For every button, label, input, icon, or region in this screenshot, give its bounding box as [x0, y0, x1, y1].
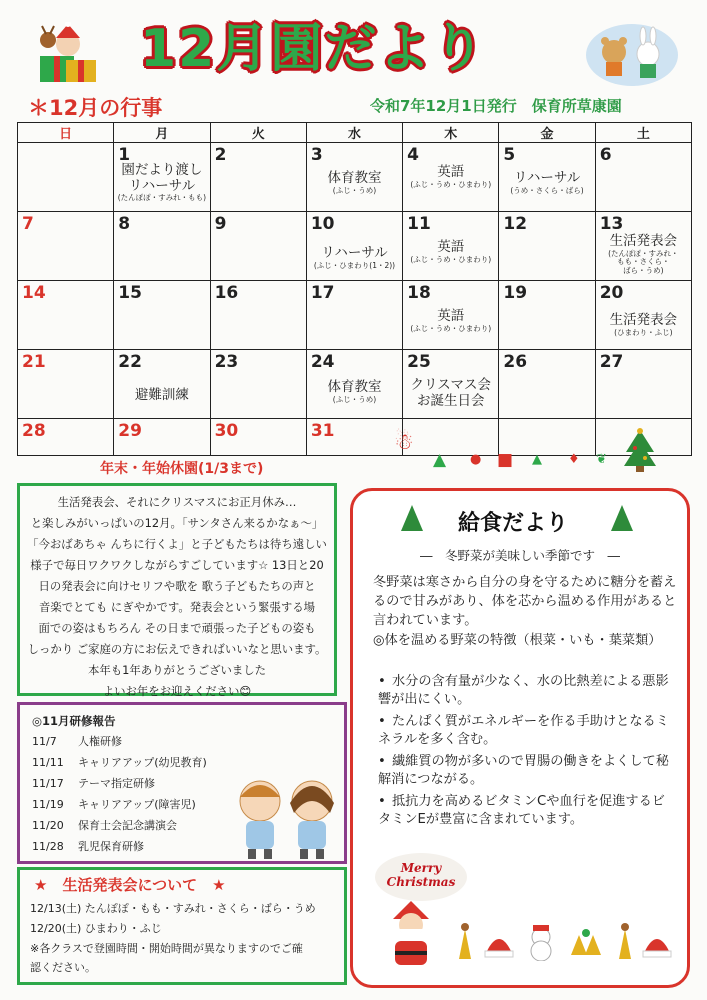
merry-christmas-badge — [375, 853, 467, 901]
event-text: 生活発表会 — [609, 233, 678, 249]
day-number: 20 — [599, 283, 624, 303]
lunch-title: 給食だより — [458, 511, 569, 536]
day-number: 1 — [118, 145, 131, 165]
performance-line: 12/13(土) たんぽぽ・もも・すみれ・さくら・ばら・うめ — [30, 902, 316, 915]
calendar-day — [403, 143, 499, 212]
day-event — [403, 309, 498, 333]
day-number: 21 — [22, 352, 46, 372]
lunch-point: • たんぱく質がエネルギーを作る手助けとなるミネラルを多く含む。 — [378, 714, 669, 747]
performance-heading: ★ 生活発表会について ★ — [34, 876, 226, 894]
lunch-section-heading: ◎体を温める野菜の特徴（根菜・いも・葉菜類） — [373, 633, 662, 648]
event-text: 英語 — [437, 239, 465, 255]
calendar-week — [18, 212, 692, 281]
day-number: 13 — [599, 214, 624, 234]
message-box — [17, 483, 337, 696]
event-text: クリスマス会 — [410, 377, 491, 393]
calendar-day — [114, 212, 210, 281]
calendar-day — [306, 212, 402, 281]
day-number: 16 — [214, 283, 239, 303]
lunch-newsletter — [350, 488, 690, 988]
weekday-header: 月 — [114, 123, 210, 143]
calendar-day — [210, 281, 306, 350]
christmas-deco-icon — [38, 22, 98, 84]
training-report — [17, 702, 347, 864]
event-text: (ふじ・うめ・ひまわり) — [410, 179, 492, 189]
training-row: 11/11 キャリアアップ(幼児教育) — [32, 756, 207, 769]
weekday-header: 金 — [499, 123, 595, 143]
day-number: 3 — [310, 145, 323, 165]
calendar-day — [306, 350, 402, 419]
day-number: 5 — [503, 145, 516, 165]
day-number: 30 — [214, 421, 239, 441]
weekday-header-row — [18, 123, 692, 143]
calendar-day — [595, 281, 691, 350]
day-number: 10 — [310, 214, 335, 234]
day-number: 8 — [118, 214, 131, 234]
performance-line: 12/20(土) ひまわり・ふじ — [30, 922, 162, 935]
day-number: 31 — [310, 421, 335, 441]
day-number: 15 — [118, 283, 142, 303]
day-number: 11 — [407, 214, 431, 234]
day-number: 17 — [310, 283, 335, 303]
calendar-day — [210, 350, 306, 419]
event-text: リハーサル — [513, 170, 581, 186]
message-text: 生活発表会、それにクリスマスにお正月休み… と楽しみがいっぱいの12月。「サンタさん来るかなぁ〜」 「今おばあちゃ んちに行くよ」と子どもたちは待ち遠しい 様子で毎日ワクワクしながらすごしています☆ 13日と20 日の発表会に向けセリフや歌を 歌う子どもたちの声と 音楽でとても にぎやかです。発表会という緊張する場 面での姿はもちろん その日まで頑張った子どもの姿も しっかり ご家庭の方にお伝えできればいいなと思います。 本年も1年ありがとうございました よいお年をお迎えください😊 — [27, 495, 327, 698]
day-number: 2 — [214, 145, 227, 165]
christmas-border-icon — [453, 921, 673, 965]
event-text: リハーサル — [128, 177, 196, 194]
day-event — [403, 378, 498, 409]
day-number: 18 — [407, 283, 431, 303]
day-number: 28 — [22, 421, 46, 441]
calendar-day — [210, 143, 306, 212]
event-text: (うめ・さくら・ばら) — [510, 185, 584, 195]
calendar-day — [114, 143, 210, 212]
day-event — [403, 240, 498, 264]
santa-illustration-icon — [383, 901, 439, 971]
performance-line: ※各クラスで登園時間・開始時間が異なりますのでご確 — [30, 942, 303, 955]
performance-info — [17, 867, 347, 985]
training-row: 11/7 人権研修 — [32, 735, 122, 748]
event-text: 英語 — [437, 164, 465, 180]
event-text: お誕生日会 — [417, 392, 485, 409]
calendar-day — [18, 350, 114, 419]
event-text: (たんぽぽ・すみれ・ — [608, 248, 679, 258]
event-text: ばら・うめ) — [623, 265, 664, 275]
day-number: 12 — [503, 214, 528, 234]
calendar-week — [18, 281, 692, 350]
event-text: 生活発表会 — [609, 312, 678, 328]
children-illustration — [230, 773, 342, 865]
training-row: 11/17 テーマ指定研修 — [32, 777, 155, 790]
lunch-subtitle: ― 冬野菜が美味しい季節です ― — [419, 548, 620, 563]
issue-line: 令和7年12月1日発行 保育所草康園 — [370, 97, 622, 115]
day-number: 22 — [118, 352, 142, 372]
day-event — [114, 388, 209, 404]
weekday-header: 木 — [403, 123, 499, 143]
day-event — [499, 171, 594, 195]
calendar-day — [18, 419, 114, 456]
calendar-day — [18, 212, 114, 281]
weekday-header: 水 — [306, 123, 402, 143]
event-text: (ふじ・うめ) — [332, 394, 377, 404]
calendar-day — [306, 419, 402, 456]
calendar-day — [18, 281, 114, 350]
lunch-point: • 水分の含有量が少なく、水の比熱差による悪影響が出にくい。 — [378, 674, 669, 707]
event-text: もも・さくら・ — [617, 257, 670, 267]
weekday-header: 火 — [210, 123, 306, 143]
calendar — [17, 122, 692, 454]
day-event — [307, 246, 402, 270]
bear-bunny-icon — [584, 22, 680, 88]
event-text: 体育教室 — [327, 170, 382, 186]
bell-icon: ♦ — [568, 452, 580, 467]
calendar-week — [18, 350, 692, 419]
calendar-day — [210, 419, 306, 456]
christmas-tree-icon — [623, 428, 657, 476]
gift-box-icon: ■ — [497, 450, 514, 470]
page-title: 12月園だより — [140, 19, 487, 79]
calendar-day — [306, 143, 402, 212]
calendar-day — [306, 281, 402, 350]
event-text: (ふじ・うめ・ひまわり) — [410, 254, 492, 264]
tree-small-icon: ▲ — [532, 452, 542, 467]
training-row: 11/20 保育士会記念講演会 — [32, 819, 177, 832]
event-text: (ふじ・うめ) — [332, 185, 377, 195]
event-text: (ふじ・うめ・ひまわり) — [410, 323, 492, 333]
calendar-day — [114, 350, 210, 419]
training-row: 11/28 乳児保育研修 — [32, 840, 144, 853]
sock-icon: ● — [470, 452, 482, 467]
weekday-header: 土 — [595, 123, 691, 143]
calendar-week — [18, 419, 692, 456]
calendar-day — [499, 212, 595, 281]
event-text: リハーサル — [321, 245, 388, 261]
event-text: 避難訓練 — [134, 387, 189, 403]
calendar-day — [499, 143, 595, 212]
day-number: 7 — [22, 214, 34, 234]
event-text: (ひまわり・ふじ) — [614, 327, 673, 337]
lunch-intro: 冬野菜は寒さから自分の身を守るために糖分を蓄えるので甘みがあり、体を芯から温める作用があると言われています。 — [373, 575, 677, 628]
calendar-day — [403, 350, 499, 419]
weekday-header: 日 — [18, 123, 114, 143]
event-text: (ふじ・ひまわり(1・2)) — [313, 260, 396, 270]
day-event — [114, 163, 209, 203]
day-number: 23 — [214, 352, 239, 372]
performance-line: 認ください。 — [30, 961, 96, 974]
events-heading: ＊12月の行事 — [28, 96, 163, 120]
day-number: 29 — [118, 421, 142, 441]
day-number: 25 — [407, 352, 431, 372]
event-text: (たんぽぽ・すみれ・もも) — [117, 193, 207, 203]
event-text: 園だより渡し — [121, 162, 203, 178]
training-heading: ◎11月研修報告 — [32, 714, 116, 728]
calendar-day — [114, 281, 210, 350]
event-text: 体育教室 — [327, 379, 382, 395]
day-event — [307, 380, 402, 404]
calendar-body — [18, 143, 692, 456]
day-number: 27 — [599, 352, 624, 372]
calendar-day — [595, 350, 691, 419]
day-event — [403, 165, 498, 189]
tree-icon — [401, 505, 423, 531]
event-text: 英語 — [437, 308, 465, 324]
calendar-day — [499, 350, 595, 419]
gift-icon: ▲ — [433, 450, 447, 470]
calendar-day — [595, 143, 691, 212]
lunch-point: • 抵抗力を高めるビタミンCや血行を促進するビタミンEが豊富に含まれています。 — [378, 794, 665, 827]
holiday-note: 年末・年始休園(1/3まで) — [100, 461, 264, 477]
calendar-day — [595, 212, 691, 281]
santa-icon: ☃ — [394, 430, 414, 455]
day-number: 6 — [599, 145, 612, 165]
day-event — [596, 313, 691, 337]
calendar-day — [403, 212, 499, 281]
lunch-point: • 繊維質の物が多いので胃腸の働きをよくして秘解消につながる。 — [378, 754, 669, 787]
day-number: 9 — [214, 214, 227, 234]
calendar-day — [499, 281, 595, 350]
merry-christmas-text: Merry Christmas — [386, 861, 456, 889]
day-number: 19 — [503, 283, 528, 303]
holly-icon: ❦ — [596, 452, 607, 467]
training-row: 11/19 キャリアアップ(障害児) — [32, 798, 196, 811]
tree-icon — [611, 505, 633, 531]
calendar-day — [403, 281, 499, 350]
day-event — [307, 171, 402, 195]
calendar-day — [210, 212, 306, 281]
calendar-day — [114, 419, 210, 456]
day-number: 14 — [22, 283, 46, 303]
calendar-day — [499, 419, 595, 456]
day-event — [596, 234, 691, 275]
day-number: 4 — [407, 145, 419, 165]
calendar-week — [18, 143, 692, 212]
calendar-day — [18, 143, 114, 212]
day-number: 26 — [503, 352, 528, 372]
calendar-day — [403, 419, 499, 456]
day-number: 24 — [310, 352, 335, 372]
